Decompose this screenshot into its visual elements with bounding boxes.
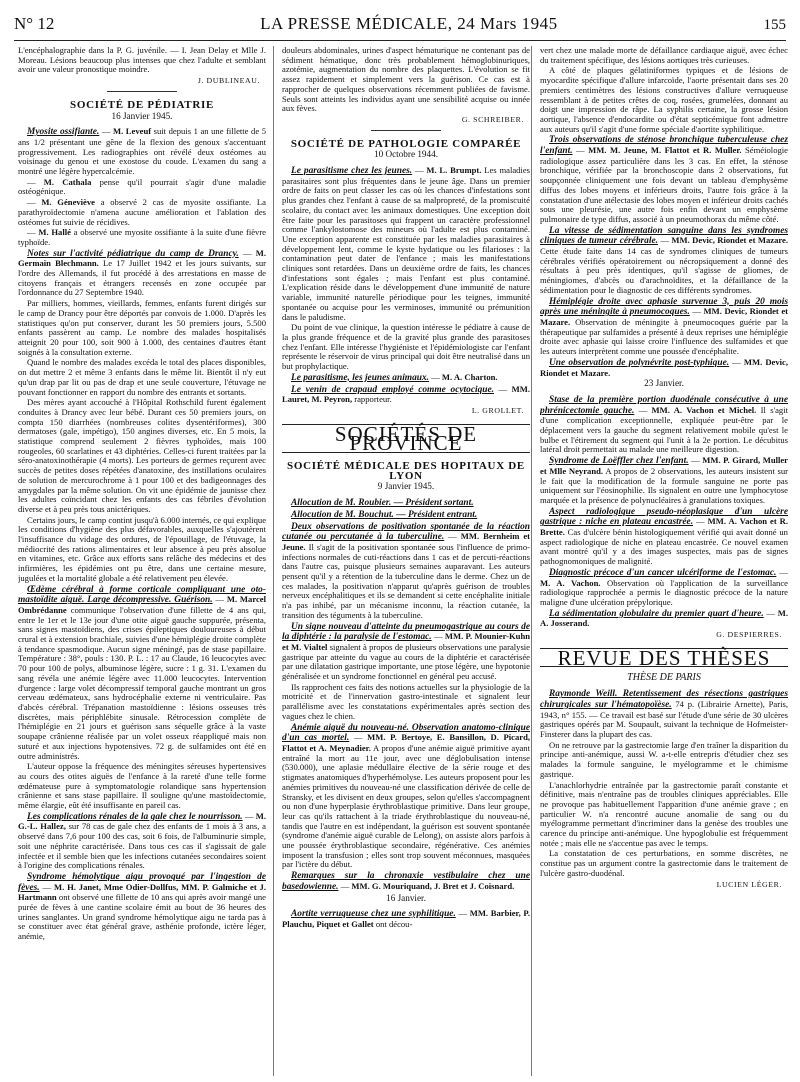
- article: Diagnostic précoce d'un cancer ulcériforme de l'estomac. — M. A. Vachon. Observation où l'application de la surveillance radiologique rapprochée a permis le diagnostic précoce de la nature maligne d'une ulcération prépylorique.: [540, 566, 788, 607]
- article-text: Il s'agit d'une complication exceptionnelle, expliquée peut-être par le déplacement vers la gauche du segment relativement mobile qu'est le bulbe et l'étirement du segment qui l'unit à la 2e portion. Le décubitus latéral droit permettait au malade une meilleure digestion.: [540, 404, 788, 455]
- column-2: [282, 46, 530, 1076]
- article-author: MM. Devic, Riondet et Mazare.: [540, 306, 788, 327]
- article-title: Le parasitisme, les jeunes animaux.: [291, 372, 430, 383]
- column-divider: [273, 46, 274, 1076]
- article-author: M. Marcel Ombrédanne: [18, 594, 266, 615]
- article-author: M. Leveuf: [112, 126, 152, 137]
- section-title: SOCIÉTÉ DE PATHOLOGIE COMPARÉE: [290, 137, 522, 150]
- column-3: [540, 46, 788, 1076]
- column-divider: [531, 46, 532, 1076]
- section-subtitle: THÈSE DE PARIS: [627, 672, 701, 684]
- article-text: Cette étude faite dans 14 cas de syndromes cliniques de tumeurs cérébrales vérifiés opératoirement ou nécropsiquement a donné des résultats à peu près identiques, qu'il s'agisse de gliomes, de méningiomes, d'abcès ou d'arachnoïdites, et la défaillance de la sédimentation pour le diagnostic de ces différents syndromes.: [540, 246, 788, 295]
- page-number: 155: [763, 17, 786, 33]
- article-text: A propos d'une anémie aiguë primitive ayant entraîné la mort au 11e jour, avec une déglobulisation intense (530.000), une aplasie médullaire élective de la série rouge et des stigmates anatomiques d'hyperhémolyse. Les auteurs proposent pour les anémies primitives du nouveau-né une classification dérivée de celle de Stransky, et les divisent en deux groupes, selon qu'elles s'accompagnent ou non d'une hyperplasie érythroblastique primitive. Dans leur groupe, leur cas qu'ils rattachent à la triade érythroblastique du nouveau-né, tandis que l'autre en est indépendant, la guérison est souvent spontanée (syndrome d'anémie aiguë curable de Lelong), on assiste alors parfois à une poussée érythroblastique secondaire, régénérative. Ces anémies imposent la transfusion ; elles sont trop souvent méconnues, masquées par l'ictère du début.: [282, 743, 530, 870]
- article: Œdème cérébral à forme corticale compliquant une oto-mastoïdite aiguë. Large décompressive. Guérison. — M. Marcel Ombrédanne communique l'observation d'une fillette de 4 ans qui, entre le 1er et le 13e jour d'une otite aiguë gauche suppurée, présenta, sans signes mastoïdiens, des crises épileptiques douloureuses à début crural et à extension brachiale, suivies d'une hémiplégie droite complète à tendance spasmodique. Aucun signe méningé, pas de stase papillaire. Température : 38°, pouls : 130. P. L. : 17 au Claude, 16 leucocytes avec 70 pour 100 de polys, albuminose légère, sucre : 1 g. 31. L'examen du sang révéla une anémie légère avec 11.000 leucocytes. Intervention d'urgence : large volet décompressif temporal gauche montrant un gros cerveau œdémateux, sans hydrocéphalie externe ni ventriculaire. Pas d'abcès cérébral. Trépanation mastoïdienne : lésions osseuses très discrètes, mais périphlébite sinusale. Rétrocession complète de l'hémiplégie en 21 jours et guérison sans séquelle grâce à la vaste soupape crânienne réalisée par un volet osseux réappliqué mais non suturé et aux injections hypotensives. 72 g. de sulfamides ont été en outre administrés.: [18, 584, 266, 761]
- article-title: La vitesse de sédimentation sanguine dans les syndromes cliniques de tumeur cérébrale.: [540, 225, 788, 247]
- separator: [371, 130, 441, 131]
- article: Remarques sur la chronaxie vestibulaire chez une basedowienne. — MM. G. Mouriquand, J. Bret et J. Coisnard.: [282, 871, 530, 892]
- article: Deux observations de positivation spontanée de la réaction cutanée ou percutanée à la tuberculine. — MM. Bernheim et Jeune. Il s'agit de la positivation spontanée sous l'influence de primo-infections normales de cuti-réactions dans 1 cas et de percuti-réactions dans l'autre cas, puisque plusieurs semaines auparavant. Les auteurs pensent qu'il y a rétention de la tuberculine dans le derme. Chez un de ces malades, la positivation n'apparut qu'après guérison de troubles nerveux encéphalitiques et ils se demandent si cette encéphalite initiale n'a pas inhibé, par un mécanisme inconnu, la réaction cutanée, la transition des téguments à la tuberculine.: [282, 521, 530, 620]
- paragraph: Ils rapprochent ces faits des notions actuelles sur la physiologie de la motricité et de l'innervation gastro-intestinale et signalent leur parallélisme avec les constatations expérimentales après section des vagues chez le chien.: [282, 681, 530, 721]
- article-author: MM. Devic, Riondet et Mazare.: [540, 356, 788, 378]
- article-author: M. A. Vachon.: [540, 577, 601, 588]
- section-title: SOCIÉTÉ DE PÉDIATRIE: [70, 98, 214, 111]
- paragraph: La constatation de ces perturbations, en somme discrètes, ne constitue pas un argument contre la gastrectomie dans le traitement de l'ulcère gastro-duodénal.: [540, 848, 788, 878]
- article-author: MM. P. Bertoye, E. Bansillon, D. Picard, Flattot et A. Meynadier.: [282, 732, 530, 753]
- article: Hémiplégie droite avec aphasie survenue 3, puis 20 mois après une méningite à pneumocoques. — MM. Devic, Riondet et Mazare. Observation de méningite à pneumocoques guérie par la thérapeutique par sulfamides a présenté à deux reprises une hémiplégie droite avec aphasie qui laisse croire l'influence des sulfamides et que les auteurs interprètent comme une poussée d'encéphalite.: [540, 296, 788, 357]
- article-title: Syndrome hémolytique aigu provoqué par l'ingestion de fèves.: [18, 871, 266, 893]
- article: Les complications rénales de la gale chez le nourrisson. — M. G.-L. Hallez, sur 78 cas de gale chez des enfants de 1 mois à 3 ans, a observé dans 7,6 pour 100 des cas, soit 6 fois, de l'albuminurie simple, soit une néphrite caractérisée. Dans tous ces cas il s'agissait de gale infectée et il semble bien que les infections cutanées secondaires soient à l'origine des complications rénales.: [18, 810, 266, 871]
- article-text: signalent à propos de plusieurs observations une paralysie gastrique par atteinte du vague au cours de la diphtérie et caractérisée par une dilatation gastrique importante, une ptose légère, une hypotonie généralisée et un syndrome fonctionnel en général peu accusé.: [282, 641, 530, 682]
- signature: L. GROLLET.: [471, 405, 524, 415]
- article-title: Deux observations de positivation spontanée de la réaction cutanée ou percutanée à la tuberculine.: [282, 521, 530, 543]
- article: La sédimentation globulaire du premier quart d'heure. — M. A. Josserand.: [540, 607, 788, 629]
- article: Myosite ossifiante. — M. Leveuf suit depuis 1 an une fillette de 5 ans 1/2 présentant une gêne de la flexion des genoux s'accentuant progressivement. Les radiographies ont révélé deux ostéomes au voisinage du genou et une exostose du coude. L'examen du sang a montré une légère hypercalcémie.: [18, 126, 266, 177]
- journal-title: LA PRESSE MÉDICALE, 24 Mars 1945: [260, 14, 558, 33]
- article-title: Remarques sur la chronaxie vestibulaire chez une basedowienne.: [282, 871, 530, 892]
- paragraph: Quand le nombre des malades excéda le total des places disponibles, on dut mettre 2 et même 3 enfants dans le même lit. Bientôt il n'y eut qu'un drap par lit ou pas de drap et une seule couverture, l'étuvage ne pouvant fonctionner en rapport du nombre des entrants et sortants.: [18, 357, 266, 397]
- article-text: a observé une myosite ossifiante à la suite d'une fièvre typhoïde.: [18, 227, 266, 247]
- article-text: Il s'agit de la positivation spontanée sous l'influence de primo-infections normales de cuti-réactions dans 1 cas et de percuti-réactions dans l'autre cas, puisque plusieurs semaines auparavant. Les auteurs pensent qu'il y a rétention de la tuberculine dans le derme. Chez un de ces malades, la positivation n'apparut qu'après guérison de troubles nerveux encéphalitiques et ils se demandent si cette encéphalite initiale n'a pas inhibé, par un mécanisme inconnu, la réaction cutanée, la transition des téguments à la tuberculine.: [282, 541, 530, 620]
- section-banner: SOCIÉTÉS DE PROVINCE: [282, 424, 530, 453]
- article-text: suit depuis 1 an une fillette de 5 ans 1/2 présentant une gêne de la flexion des genoux s'accentuant progressivement. Les radiographies ont révélé deux ostéomes au voisinage du genou et une exostose du coude. L'examen du sang a montré une légère hypercalcémie.: [18, 126, 266, 177]
- signature: J. DUBLINEAU.: [197, 76, 260, 86]
- article-title: Aspect radiologique pseudo-néoplasique d'un ulcère gastrique : niche en plateau encastrée.: [540, 506, 788, 528]
- section-date: 16 Janvier.: [386, 892, 426, 903]
- article: Le parasitisme chez les jeunes. — M. L. Brumpt. Les maladies parasitaires sont plus fréquentes dans le jeune âge. Dans un premier ordre de faits on peut classer les cas où les chances d'infestations sont plus grandes chez l'enfant à cause de sa malpropreté, de la promiscuité scolaire, du contact avec les animaux domestiques. Une exception doit être faite pour les parasitoses qui frappent un caractère professionnel comme l'ankylostomose des mineurs où l'adulte est plus contaminé. Une exception apparente est constituée par les maladies parasitaires à développement lent, comme le kyste hydatique ou les filarioses : la contamination peut dater de l'enfance ; mais les manifestations cliniques sont retardées. Dans un deuxième ordre de faits, les chances d'infestations sont égales ; mais l'enfant est plus contaminé. L'explication réside dans le développement d'une immunité de nature variable, immunité naturelle périodique pour les teignes, immunité spontanée ou acquise pour les verminoses, immunité ou prémunition dans le paludisme.: [282, 165, 530, 322]
- article-text: a observé 2 cas de myosite ossifiante. La parathyroïdectomie n'amena aucune amélioration et l'ablation des ostéomes fut suivie de récidives.: [18, 197, 266, 227]
- article-title: Raymonde Weill. Retentissement des résections gastriques chirurgicales sur l'hématopoïèse.: [540, 689, 788, 710]
- article-text: 74 p. (Librairie Arnette), Paris, 1943, n° 155. — Ce travail est basé sur l'étude d'une série de 30 ulcères gastriques opérés par M. Soupault, suivant la technique de Hofmeister-Finsterer dans la plupart des cas.: [540, 698, 788, 739]
- article-text: Cas d'ulcère bénin histologiquement vérifié qui avait donné un aspect radiologique de niche en plateau encastrée. Ce nouvel examen avant montré qu'il y a des images suspectes, mais pas de signes pathognomoniques de malignité.: [540, 527, 788, 567]
- allocution: [282, 498, 530, 509]
- article: — M. Géneviève a observé 2 cas de myosite ossifiante. La parathyroïdectomie n'amena aucune amélioration et l'ablation des ostéomes fut suivie de récidives.: [18, 197, 266, 227]
- article: Syndrome hémolytique aigu provoqué par l'ingestion de fèves. — M. H. Janet, Mme Odier-Dollfus, MM. P. Galmiche et J. Hartmann ont observé une fillette de 10 ans qui après avoir mangé une purée de fèves à une cantine scolaire émit au bout de 36 heures des urines sanglantes. Un grand syndrome hémolytique aigu ne tarda pas à se constituer avec état général grave, asthénie profonde, ictère léger, anémie,: [18, 871, 266, 942]
- paragraph: L'auteur oppose la fréquence des méningites séreuses hypertensives au cours des otites aiguës de l'enfance à la rareté d'une telle forme œdémateuse pure à symptomatologie rolandique sans hypertension crânienne et sans stase papillaire. Il souligne qu'une mastoïdectomie, même élargie, eût été insuffisante en pareil cas.: [18, 761, 266, 811]
- article-text: pense qu'il pourrait s'agir d'une maladie ostéogénique.: [18, 176, 266, 197]
- article: Le parasitisme, les jeunes animaux. — M. A. Charton.: [291, 371, 498, 383]
- article-title: Hémiplégie droite avec aphasie survenue 3, puis 20 mois après une méningite à pneumocoques.: [540, 296, 788, 318]
- article-text: Observation de méningite à pneumocoques guérie par la thérapeutique par sulfamides a présenté à deux reprises une hémiplégie droite avec aphasie qui laisse croire l'influence des sulfamides et que les auteurs interprètent comme une poussée d'encéphalite.: [540, 316, 788, 357]
- article: Le venin de crapaud employé comme ocytocique. — MM. Lauret, M. Peyron, rapporteur.: [282, 383, 530, 405]
- article-author: M. H. Janet, Mme Odier-Dollfus, MM. P. Galmiche et J. Hartmann: [18, 881, 266, 903]
- article: Notes sur l'activité pédiatrique du camp de Drancy. — M. Germain Blechmann. Le 17 Juillet 1942 et les jours suivants, sur l'ordre des Allemands, il fut procédé à des arrestations en masse de citoyens français et étrangers recensés en zone occupée par l'ordonnance du 27 Septembre 1940.: [18, 247, 266, 298]
- article-text: Les maladies parasitaires sont plus fréquentes dans le jeune âge. Dans un premier ordre de faits on peut classer les cas où les chances d'infestations sont plus grandes chez l'enfant à cause de sa malpropreté, de la promiscuité scolaire, du contact avec les animaux domestiques. Une exception doit être faite pour les parasitoses qui frappent un caractère professionnel comme l'ankylostomose des mineurs où l'adulte est plus contaminé. Une exception apparente est constituée par les maladies parasitaires à développement lent, comme le kyste hydatique ou les filarioses : la contamination peut dater de l'enfance ; mais les manifestations cliniques sont retardées. Dans un deuxième ordre de faits, les chances d'infestations sont égales ; mais l'enfant est plus contaminé. L'explication réside dans le développement d'une immunité de nature variable, immunité naturelle périodique pour les teignes, immunité spontanée ou acquise pour les verminoses, immunité ou prémunition dans le paludisme.: [282, 165, 530, 322]
- article-text: ont décou-: [375, 918, 413, 929]
- article: — M. Cathala pense qu'il pourrait s'agir d'une maladie ostéogénique.: [18, 176, 266, 197]
- issue-number: N° 12: [14, 14, 55, 33]
- paragraph: douleurs abdominales, urines d'aspect hématurique ne contenant pas de sédiment hématique, donc très probablement hémoglobinuriques, azotémie, augmentation du nombre des plaquettes. L'évolution se fit assez rapidement et simplement vers la guérison. Ce cas est à rapprocher de quelques observations récemment publiées de favisme. Seuls sont atteints les individus ayant une sensibilité acquise ou innée aux fèves.: [282, 46, 530, 114]
- column-1: [18, 46, 266, 1076]
- paragraph: Du point de vue clinique, la question intéresse le pédiatre à cause de la plus grande fréquence et de la gravité plus grande des parasitoses chez l'enfant. Elle intéresse l'hygiéniste et l'épidémiologiste car l'enfant représente le réservoir de virus principal qui doit être neutralisé dans un but prophylactique.: [282, 322, 530, 372]
- article-title: La sédimentation globulaire du premier quart d'heure.: [549, 608, 764, 619]
- article-author: MM. M. Jeune, M. Flattot et R. Muller.: [588, 145, 742, 156]
- article: — M. Hallé a observé une myosite ossifiante à la suite d'une fièvre typhoïde.: [18, 227, 266, 247]
- paragraph: vert chez une malade morte de défaillance cardiaque aiguë, avec échec du traitement spécifique, des lésions aortiques très curieuses.: [540, 46, 788, 65]
- article-text: sur 78 cas de gale chez des enfants de 1 mois à 3 ans, a observé dans 7,6 pour 100 des cas, soit 6 fois, de l'albuminurie simple, soit une néphrite caractérisée. Dans tous ces cas il s'agissait de gale infectée et il semble bien que les infections cutanées secondaires soient à l'origine des complications rénales.: [18, 821, 266, 871]
- article-title: Myosite ossifiante.: [27, 127, 100, 138]
- allocution: [282, 510, 530, 521]
- article-title: Les complications rénales de la gale chez le nourrisson.: [27, 811, 243, 822]
- article: Syndrome de Loëffler chez l'enfant. — MM. P. Girard, Muller et Mlle Neyrand. A propos de 2 observations, les auteurs insistent sur le fait que la modification de la formule sanguine ne porte pas uniquement sur l'éosinophilie. Ils signalent en outre une lymphocytose marquée et la présence de polynucléaires à granulations toxiques.: [540, 455, 788, 505]
- paragraph: Des mères ayant accouché à l'Hôpital Rothschild furent également conduites à Drancy avec leur bébé. Durant ces 50 premiers jours, on compta 150 diarrhées (nombreuses colites dysentériformes), 300 dermatoses (gale, impétigo), 150 angines diverses, etc. En 5 mois, la statistique comprend seulement 2 fièvres typhoïdes, mais 100 rougeoles, 60 scarlatines et 43 diphtéries. Celles-ci furent traitées par la séro-anatoxinothérapie (4 morts). Les porteurs de germes reçurent avec succès de petites doses répétées d'anatoxine, des instillations oculaires de solution de mercurochrome à 1 pour 100 et des badigeonnages des amygdales par la même solution. On vit une épidémie de jaunisse chez les adultes coïncidant chez les enfants des cas fébriles d'évolution diverse et à peu près tous anictériques.: [18, 397, 266, 514]
- article-text: Observation où l'application de la surveillance radiologique rapprochée a permis le diagnostic précoce de la nature maligne d'une ulcération prépylorique.: [540, 577, 788, 607]
- article-title: Œdème cérébral à forme corticale compliquant une oto-mastoïdite aiguë. Large décompressive. Guérison.: [18, 584, 266, 606]
- signature: G. SCHREIBER.: [461, 114, 524, 124]
- article: Aortite verruqueuse chez une syphilitique. — MM. Barbier, P. Plauchu, Piquet et Gallet ont décou-: [282, 908, 530, 929]
- article-title: Allocution de M. Bouchut. — Président entrant.: [291, 509, 478, 520]
- article-title: Le parasitisme chez les jeunes.: [291, 166, 413, 177]
- article-author: MM. A. Vachon et Michel.: [651, 404, 757, 415]
- article-text: communique l'observation d'une fillette de 4 ans qui, entre le 1er et le 13e jour d'une otite aiguë gauche suppurée, présenta, sans signes mastoïdiens, des crises épileptiques douloureuses à début crural et à extension brachiale, suivies d'une hémiplégie droite complète à tendance spasmodique. Aucun signe méningé, pas de stase papillaire. Température : 38°, pouls : 130. P. L. : 17 au Claude, 16 leucocytes avec 70 pour 100 de polys, albuminose légère, sucre : 1 g. 31. L'examen du sang révéla une anémie légère avec 11.000 leucocytes. Intervention d'urgence : large volet décompressif temporal gauche montrant un gros cerveau œdémateux, sans hydrocéphalie externe ni ventriculaire. Pas d'abcès cérébral. Trépanation mastoïdienne : lésions osseuses très discrètes, mais périphlébite sinusale. Rétrocession complète de l'hémiplégie en 21 jours et guérison sans séquelle grâce à la vaste soupape crânienne réalisée par un volet osseux réappliqué mais non suturé et aux injections hypotensives. 72 g. de sulfamides ont été en outre administrés.: [18, 604, 266, 761]
- article-text: A propos de 2 observations, les auteurs insistent sur le fait que la modification de la formule sanguine ne porte pas uniquement sur l'éosinophilie. Ils signalent en outre une lymphocytose marquée et la présence de polynucléaires à granulations toxiques.: [540, 465, 788, 505]
- article-author: M. L. Brumpt.: [426, 165, 482, 176]
- article-author: M. G.-L. Hallez,: [18, 810, 266, 832]
- article-author: M. Cathala: [43, 176, 92, 187]
- section-date: 16 Janvier 1945.: [111, 110, 173, 121]
- article: Anémie aiguë du nouveau-né. Observation anatomo-clinique d'un cas mortel. — MM. P. Bertoye, E. Bansillon, D. Picard, Flattot et A. Meynadier. A propos d'une anémie aiguë primitive ayant entraîné la mort au 11e jour, avec une déglobulisation intense (530.000), une aplasie médullaire élective de la série rouge et des stigmates anatomiques d'hyperhémolyse. Les auteurs proposent pour les anémies primitives du nouveau-né une classification dérivée de celle de Stransky, et les divisent en deux groupes, selon qu'elles s'accompagnent ou non d'une hyperplasie érythroblastique primitive. Dans leur groupe, leur cas qu'ils rattachent à la triade érythroblastique du nouveau-né, tandis que l'autre en est indépendant, la guérison est souvent spontanée (syndrome d'anémie aiguë curable de Lelong), on assiste alors parfois à une poussée érythroblastique secondaire, régénérative. Ces anémies imposent la transfusion ; elles sont trop souvent méconnues, masquées par l'ictère du début.: [282, 722, 530, 870]
- section-date: 23 Janvier.: [644, 378, 684, 389]
- section-banner: REVUE DES THÈSES: [540, 648, 788, 668]
- article-author: MM. Bernheim et Jeune.: [282, 531, 530, 552]
- signature: G. DESPIERRES.: [716, 630, 782, 640]
- section-date: 9 Janvier 1945.: [377, 481, 435, 492]
- article-title: Trois observations de sténose bronchique tuberculeuse chez l'enfant.: [540, 135, 788, 157]
- article-title: Syndrome de Loëffler chez l'enfant.: [549, 456, 689, 467]
- article-text: ont observé une fillette de 10 ans qui après avoir mangé une purée de fèves à une cantine scolaire émit au bout de 36 heures des urines sanglantes. Un grand syndrome hémolytique aigu ne tarda pas à se constituer avec état général grave, asthénie profonde, ictère léger, anémie,: [18, 892, 266, 942]
- page-header: [14, 14, 786, 36]
- section-title: SOCIÉTÉ MÉDICALE DES HOPITAUX DE LYON: [287, 460, 525, 482]
- article-title: Diagnostic précoce d'un cancer ulcériforme de l'estomac.: [549, 567, 777, 578]
- article-author: MM. P. Mounier-Kuhn et M. Vialtel: [282, 631, 530, 652]
- article-author: MM. Lauret, M. Peyron,: [282, 383, 530, 405]
- article-text: rapporteur.: [354, 394, 392, 405]
- article: Un signe nouveau d'atteinte du pneumogastrique au cours de la diphtérie : la paralysie de l'estomac. — MM. P. Mounier-Kuhn et M. Vialtel signalent à propos de plusieurs observations une paralysie gastrique par atteinte du vague au cours de la diphtérie et caractérisée par une dilatation gastrique importante, une ptose légère, une hypotonie généralisée et un syndrome fonctionnel en général peu accusé.: [282, 621, 530, 682]
- header-rule: [14, 40, 786, 41]
- article: La vitesse de sédimentation sanguine dans les syndromes cliniques de tumeur cérébrale. — MM. Devic, Riondet et Mazare. Cette étude faite dans 14 cas de syndromes cliniques de tumeurs cérébrales vérifiés opératoirement ou nécropsiquement a donné des résultats à peu près identiques, qu'il s'agisse de gliomes, de méningiomes, d'abcès ou d'arachnoïdites, et la défaillance de la sédimentation pour le diagnostic de ces différents syndromes.: [540, 225, 788, 295]
- article-text: Séméiologie radiologique assez particulière dans les 3 cas. En effet, la sténose bronchique, vérifiée par la bronchoscopie dans 2 observations, fut soupçonnée cliniquement une fois devant un tableau d'emphysème diffus des lobes moyens et inférieurs droits, l'autre fois grâce à la constatation d'une atélectasie des lobes moyen et inférieur droits cachés sous une pleurésie, une autre fois enfin devant un emphysème pulmonaire de type diffus, associé à un pneumothorax du même côté.: [540, 145, 788, 224]
- article-author: MM. Barbier, P. Plauchu, Piquet et Gallet: [282, 908, 530, 929]
- article-title: Aortite verruqueuse chez une syphilitique.: [291, 909, 456, 920]
- article-author: M. Germain Blechmann.: [18, 247, 266, 269]
- article-title: Stase de la première portion duodénale consécutive à une phrénicectomie gauche.: [540, 394, 788, 416]
- article-title: Le venin de crapaud employé comme ocytocique.: [291, 384, 494, 395]
- article: Stase de la première portion duodénale consécutive à une phrénicectomie gauche. — MM. A. Vachon et Michel. Il s'agit d'une complication exceptionnelle, expliquée peut-être par le déplacement vers la gauche du segment relativement mobile qu'est le bulbe et l'étirement du segment qui l'unit à la 2e portion. Le décubitus latéral droit permettait au malade une meilleure digestion.: [540, 394, 788, 455]
- paragraph: Par milliers, hommes, vieillards, femmes, enfants furent dirigés sur le camp de Drancy pour être déportés par convois de 1.000. D'après les statistiques qu'on put conserver, durant les 50 premiers jours, 5.500 enfants passèrent au camp. Le nombre des malades hospitalisés atteignit 20 pour 100, soit 900 à 1.000, des centaines d'autres étant soignés à la consultation externe.: [18, 298, 266, 357]
- article-author: M. A. Charton.: [441, 371, 498, 382]
- intro-paragraph: L'encéphalographie dans la P. G. juvénile. — I. Jean Delay et Mlle J. Moreau. Lésions beaucoup plus intenses que chez l'adulte et semblant avoir une valeur pronostique moindre.: [18, 46, 266, 75]
- article-author: MM. G. Mouriquand, J. Bret et J. Coisnard.: [351, 880, 515, 891]
- article-author: MM. Devic, Riondet et Mazare.: [671, 235, 788, 246]
- article-author: M. Hallé: [38, 227, 71, 238]
- article-author: MM. A. Vachon et R. Brette.: [540, 516, 788, 538]
- paragraph: On ne retrouve par la gastrectomie large d'en traîner la disparition du principe anti-anémique, aussi W. a-t-elle entrepris d'étudier chez ses malades la formule sanguine, le myélogramme et le chimisme gastrique.: [540, 739, 788, 779]
- article: [540, 689, 788, 740]
- article-author: MM. P. Girard, Muller et Mlle Neyrand.: [540, 455, 788, 476]
- article-title: Une observation de polynévrite post-typhique.: [549, 357, 730, 368]
- article-text: Le 17 Juillet 1942 et les jours suivants, sur l'ordre des Allemands, il fut procédé à des arrestations en masse de citoyens français et étrangers recensés en zone occupée par l'ordonnance du 27 Septembre 1940.: [18, 258, 266, 298]
- article-author: M. Géneviève: [41, 197, 95, 208]
- signature: LUCIEN LÉGER.: [716, 879, 782, 889]
- article: Trois observations de sténose bronchique tuberculeuse chez l'enfant. — MM. M. Jeune, M. Flattot et R. Muller. Séméiologie radiologique assez particulière dans les 3 cas. En effet, la sténose bronchique, vérifiée par la bronchoscopie dans 2 observations, fut soupçonnée cliniquement une fois devant un tableau d'emphysème diffus des lobes moyens et inférieurs droits, l'autre fois grâce à la constatation d'une atélectasie des lobes moyen et inférieur droits cachés sous une pleurésie, une autre fois enfin devant un emphysème pulmonaire de type diffus, associé à un pneumothorax du même côté.: [540, 135, 788, 224]
- section-date: 10 Octobre 1944.: [373, 149, 439, 160]
- article-title: Un signe nouveau d'atteinte du pneumogastrique au cours de la diphtérie : la paralysie de l'estomac.: [282, 621, 530, 643]
- paragraph: A côté de plaques gélatiniformes typiques et de lésions de myocardite spécifique d'allure infarcoïde, l'aorte présentait dans ses 20 premiers centimètres des lésions constructives d'allure verruqueuse ressemblant à de petites crêtes de coq, rosées, grumelées, donnant au doigt une impression de râpe. La syphilis certaine, la grosse lésion aortique, l'absence d'endocardite ou d'état septicémique font admettre aux auteurs qu'il s'agit d'une forme spéciale d'aortite syphilitique.: [540, 65, 788, 134]
- article: Aspect radiologique pseudo-néoplasique d'un ulcère gastrique : niche en plateau encastrée. — MM. A. Vachon et R. Brette. Cas d'ulcère bénin histologiquement vérifié qui avait donné un aspect radiologique de niche en plateau encastrée. Ce nouvel examen avant montré qu'il y a des images suspectes, mais pas de signes pathognomoniques de malignité.: [540, 506, 788, 567]
- article-author: M. A. Josserand.: [540, 607, 788, 629]
- article-title: Allocution de M. Roubier. — Président sortant.: [291, 498, 474, 509]
- article-title: Anémie aiguë du nouveau-né. Observation anatomo-clinique d'un cas mortel.: [282, 722, 530, 744]
- paragraph: Certains jours, le camp contint jusqu'à 6.000 internés, ce qui explique les conditions d'hygiène des plus défavorables, auxquelles s'ajoutèrent l'insuffisance du vidage des ordures, de l'épouillage, de l'étuvage, la médiocrité des rations alimentaires et leur absence à peu près absolue en vitamines, etc. Grâce aux efforts sans relâche des médecins et des infirmières, les épidémies ont pu être, dans une certaine mesure, jugulées et la mortalité globale a été relativement peu élevée.: [18, 514, 266, 583]
- article: Une observation de polynévrite post-typhique. — MM. Devic, Riondet et Mazare.: [540, 356, 788, 378]
- separator: [107, 91, 177, 92]
- article-title: Notes sur l'activité pédiatrique du camp de Drancy.: [27, 248, 239, 259]
- paragraph: L'anachlorhydrie entraînée par la gastrectomie paraît constante et définitive, mais n'entraîne pas de troubles cliniques appréciables. Elle ne provoque pas habituellement l'apparition d'une anémie grave ; en particulier W. n'a rencontré aucune anomalie de sang ou du myélogramme permettant d'incriminer dans la genèse des troubles une carence du principe anti-anémique. Une hypoglobulie est fréquemment notée ; mais elle ne s'accentue pas avec le temps.: [540, 779, 788, 848]
